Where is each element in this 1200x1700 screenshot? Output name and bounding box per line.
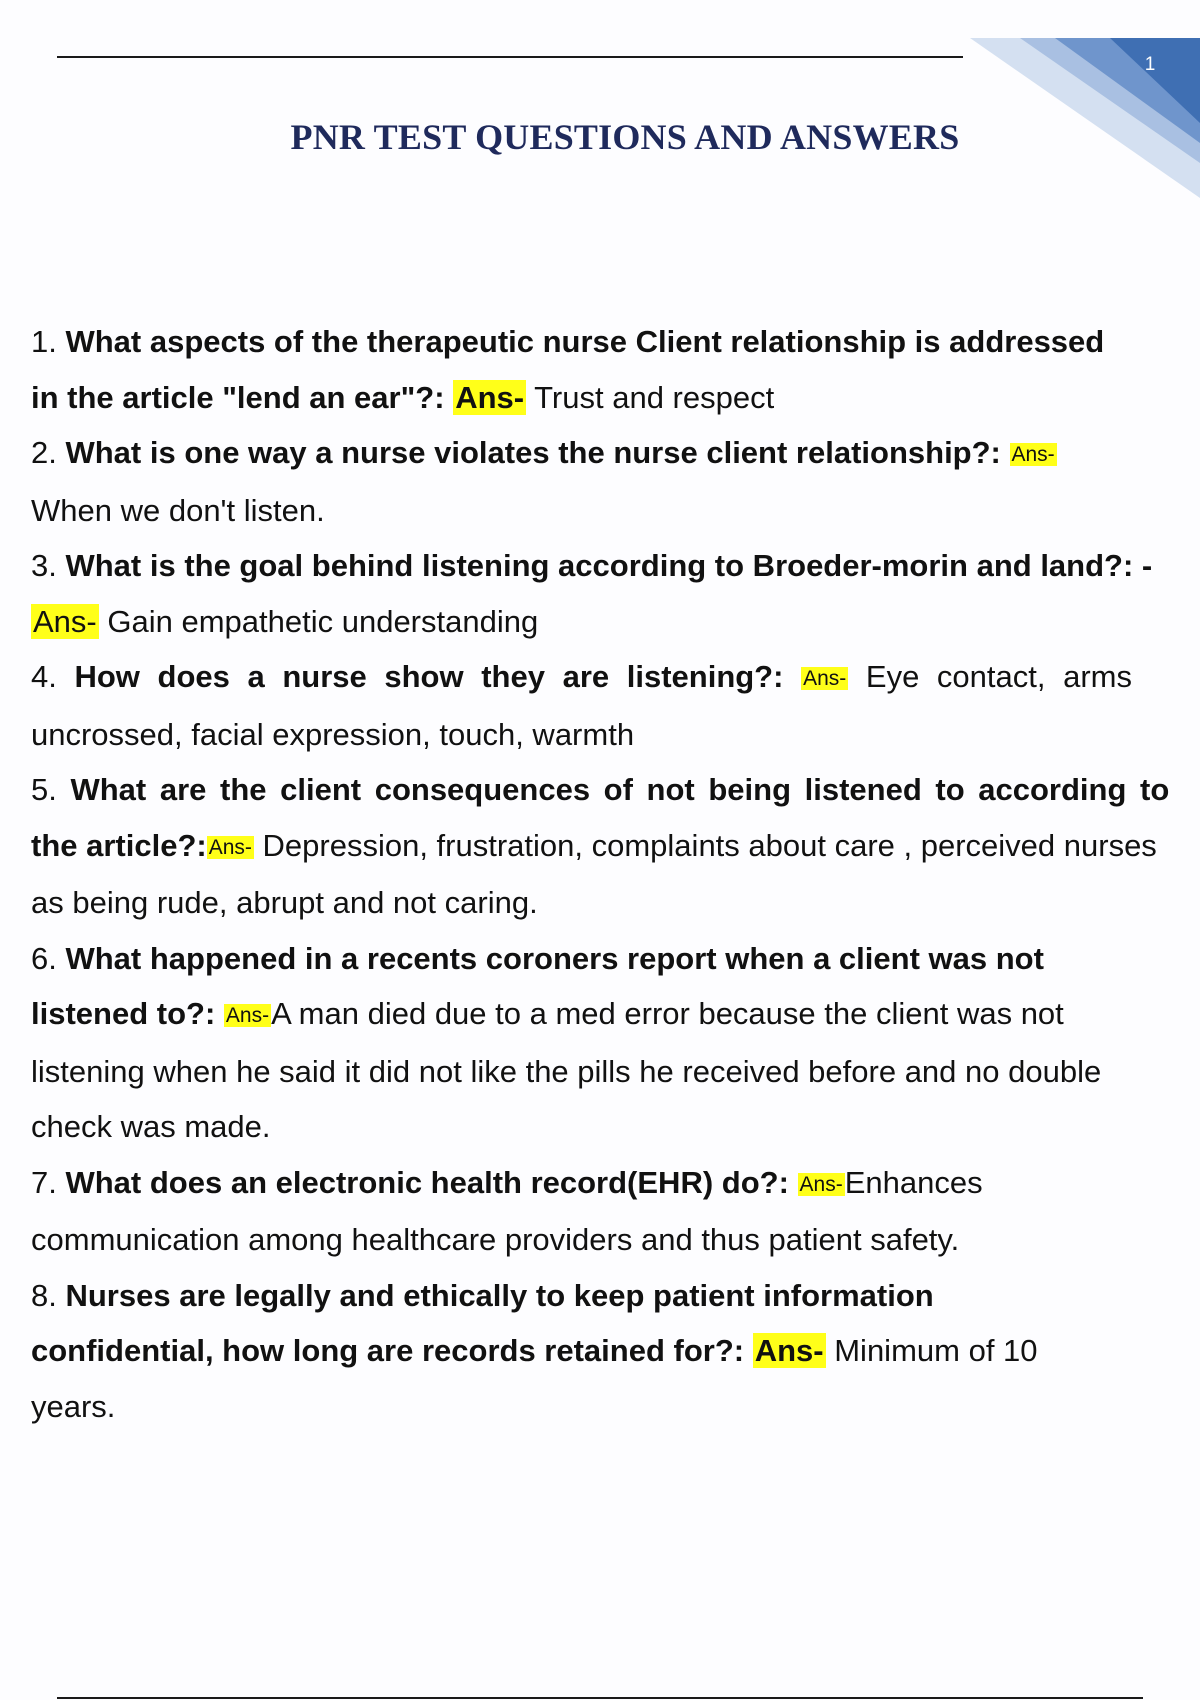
ans-label: Ans- <box>754 1333 824 1368</box>
ans-label: Ans- <box>208 835 252 859</box>
footer-rule <box>57 1697 1143 1699</box>
qa-item-4 <box>31 649 1200 762</box>
item-number: 6. <box>31 940 57 976</box>
answer-text: Depression, frustration, complaints about care , perceived nurses <box>262 827 1157 863</box>
item-number: 5. <box>31 772 57 807</box>
item-number: 8. <box>31 1277 57 1313</box>
qa-item-2 <box>31 425 1200 538</box>
header-rule <box>57 56 963 58</box>
answer-text: A man died due to a med error because the client was not <box>271 996 1064 1031</box>
question-text: What are the client consequences of not being listened to according to <box>70 772 1170 807</box>
qa-item-6 <box>31 931 1200 1155</box>
qa-item-5 <box>31 762 1200 931</box>
answer-text: Gain empathetic understanding <box>107 603 539 639</box>
ans-label: Ans- <box>803 667 847 690</box>
question-text-cont: in the article "lend an ear"?: <box>31 379 445 415</box>
item-number: 4. <box>31 659 57 694</box>
qa-item-8 <box>31 1268 1200 1435</box>
ans-label: Ans- <box>799 1172 843 1196</box>
item-number: 2. <box>31 435 57 470</box>
answer-text: Eye contact, arms <box>865 659 1132 694</box>
item-number: 7. <box>31 1164 57 1200</box>
question-text: What aspects of the therapeutic nurse Client relationship is addressed <box>65 324 1105 359</box>
qa-item-7 <box>31 1155 1200 1268</box>
question-text: Nurses are legally and ethically to keep patient information <box>65 1277 934 1313</box>
answer-text-cont: as being rude, abrupt and not caring. <box>31 885 538 920</box>
item-number: 1. <box>31 324 57 359</box>
answer-text: Minimum of 10 <box>834 1333 1038 1368</box>
answer-text: Trust and respect <box>534 379 775 415</box>
answer-text: When we don't listen. <box>31 492 325 528</box>
qa-item-3 <box>31 538 1200 649</box>
page-number: 1 <box>1144 54 1156 75</box>
document-title: PNR TEST QUESTIONS AND ANSWERS <box>290 117 960 157</box>
ans-label: Ans- <box>1011 443 1055 466</box>
item-number: 3. <box>31 548 57 583</box>
answer-text-cont: listening when he said it did not like the pills he received before and no double <box>31 1053 1102 1089</box>
ans-label: Ans- <box>33 603 97 639</box>
question-text-cont: the article?: <box>31 827 207 863</box>
question-text: How does a nurse show they are listening?: <box>74 659 784 694</box>
question-text: What is the goal behind listening according to Broeder-morin and land?: - <box>65 548 1153 583</box>
answer-text-cont: years. <box>31 1388 116 1424</box>
question-text: What happened in a recents coroners report when a client was not <box>65 940 1044 976</box>
answer-text-cont: check was made. <box>31 1109 271 1144</box>
question-text-cont: listened to?: <box>31 996 216 1031</box>
answer-text-cont: communication among healthcare providers and thus patient safety. <box>31 1222 960 1257</box>
question-text-cont: confidential, how long are records retained for?: <box>31 1333 745 1368</box>
question-text: What does an electronic health record(EHR) do?: <box>65 1164 789 1200</box>
ans-label: Ans- <box>225 1004 270 1027</box>
answer-text: Enhances <box>844 1164 983 1200</box>
question-text: What is one way a nurse violates the nurse client relationship?: <box>65 435 1001 470</box>
qa-item-1 <box>31 314 1200 425</box>
qa-list <box>31 314 1200 1434</box>
answer-text-cont: uncrossed, facial expression, touch, warmth <box>31 716 635 752</box>
ans-label: Ans- <box>455 379 525 415</box>
